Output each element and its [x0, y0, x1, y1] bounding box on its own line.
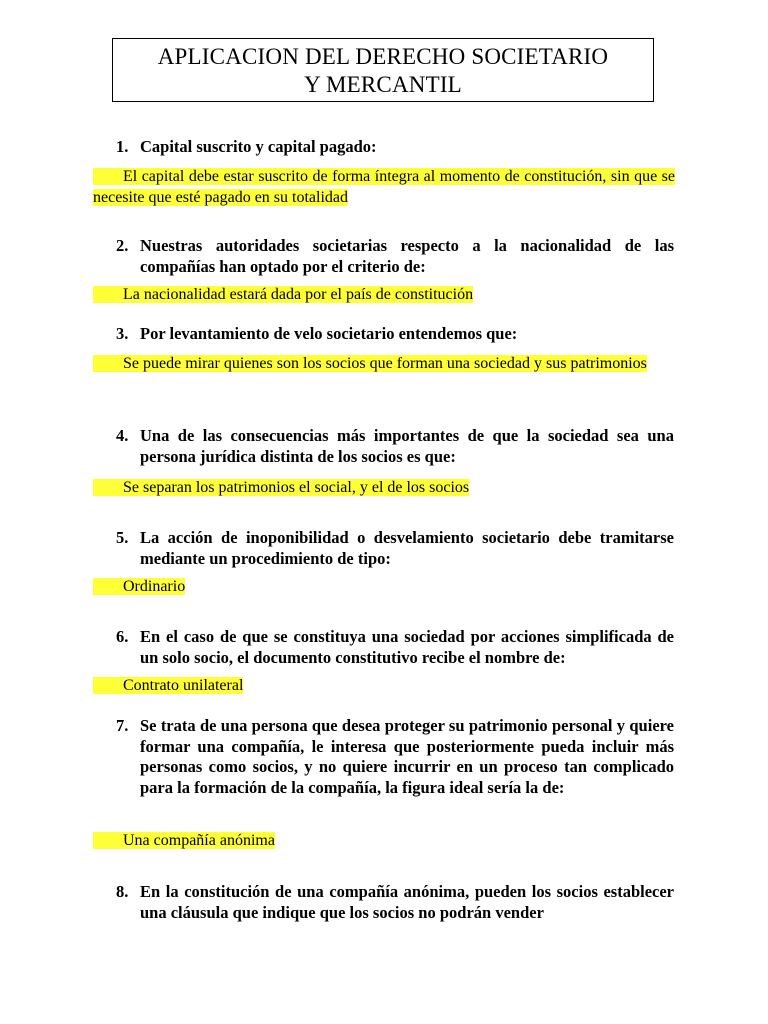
question-number: 2. — [116, 236, 129, 255]
answer-4 — [93, 478, 675, 499]
question-number: 5. — [116, 528, 129, 547]
question-number: 3. — [116, 324, 129, 343]
question-text: En la constitución de una compañía anónima, pueden los socios establecer una cláusula que indique que los socios no podrán vender — [140, 882, 674, 922]
question-number: 4. — [116, 426, 129, 445]
question-6 — [116, 627, 674, 668]
question-text: Se trata de una persona que desea proteger su patrimonio personal y quiere formar una compañía, le interesa que posteriormente pueda incluir más personas como socios, y no quiere incurrir en un proceso tan complicado para la formación de la compañía, la figura ideal sería la de: — [140, 716, 674, 797]
answer-6 — [93, 676, 675, 697]
question-4 — [116, 426, 674, 467]
question-text: La acción de inoponibilidad o desvelamiento societario debe tramitarse mediante un procedimiento de tipo: — [140, 528, 674, 568]
answer-text: Ordinario — [123, 578, 186, 595]
title-line-2: Y MERCANTIL — [304, 72, 462, 97]
answer-7 — [93, 831, 675, 852]
answer-highlight — [93, 286, 473, 303]
question-8 — [116, 882, 674, 923]
question-number: 8. — [116, 882, 129, 901]
question-5 — [116, 528, 674, 569]
answer-highlight — [93, 677, 243, 694]
question-1 — [116, 137, 674, 158]
question-3 — [116, 324, 674, 345]
answer-3 — [93, 354, 675, 375]
question-number: 6. — [116, 627, 129, 646]
question-2 — [116, 236, 674, 277]
document-title — [112, 38, 654, 102]
answer-5 — [93, 577, 675, 598]
question-7 — [116, 716, 674, 798]
question-number: 7. — [116, 716, 129, 735]
title-line-1: APLICACION DEL DERECHO SOCIETARIO — [157, 44, 609, 69]
question-text: En el caso de que se constituya una sociedad por acciones simplificada de un solo socio, el documento constitutivo recibe el nombre de: — [140, 627, 674, 667]
question-number: 1. — [116, 137, 129, 156]
question-text: Capital suscrito y capital pagado: — [140, 137, 377, 156]
question-text: Por levantamiento de velo societario entendemos que: — [140, 324, 518, 343]
answer-2 — [93, 285, 675, 306]
answer-highlight — [93, 832, 275, 849]
answer-text: El capital debe estar suscrito de forma íntegra al momento de constitución, sin que se necesite que esté pagado en su totalidad — [93, 168, 675, 206]
answer-highlight — [93, 168, 675, 206]
answer-highlight — [93, 355, 647, 372]
question-text: Nuestras autoridades societarias respecto a la nacionalidad de las compañías han optado por el criterio de: — [140, 236, 674, 276]
answer-highlight — [93, 578, 185, 595]
answer-text: Contrato unilateral — [123, 677, 244, 694]
answer-1 — [93, 167, 675, 208]
answer-text: Se separan los patrimonios el social, y el de los socios — [123, 479, 470, 496]
question-text: Una de las consecuencias más importantes de que la sociedad sea una persona jurídica distinta de los socios es que: — [140, 426, 674, 466]
answer-text: Una compañía anónima — [123, 832, 275, 849]
answer-text: Se puede mirar quienes son los socios que forman una sociedad y sus patrimonios — [123, 355, 647, 372]
answer-highlight — [93, 479, 469, 496]
answer-text: La nacionalidad estará dada por el país de constitución — [123, 286, 474, 303]
